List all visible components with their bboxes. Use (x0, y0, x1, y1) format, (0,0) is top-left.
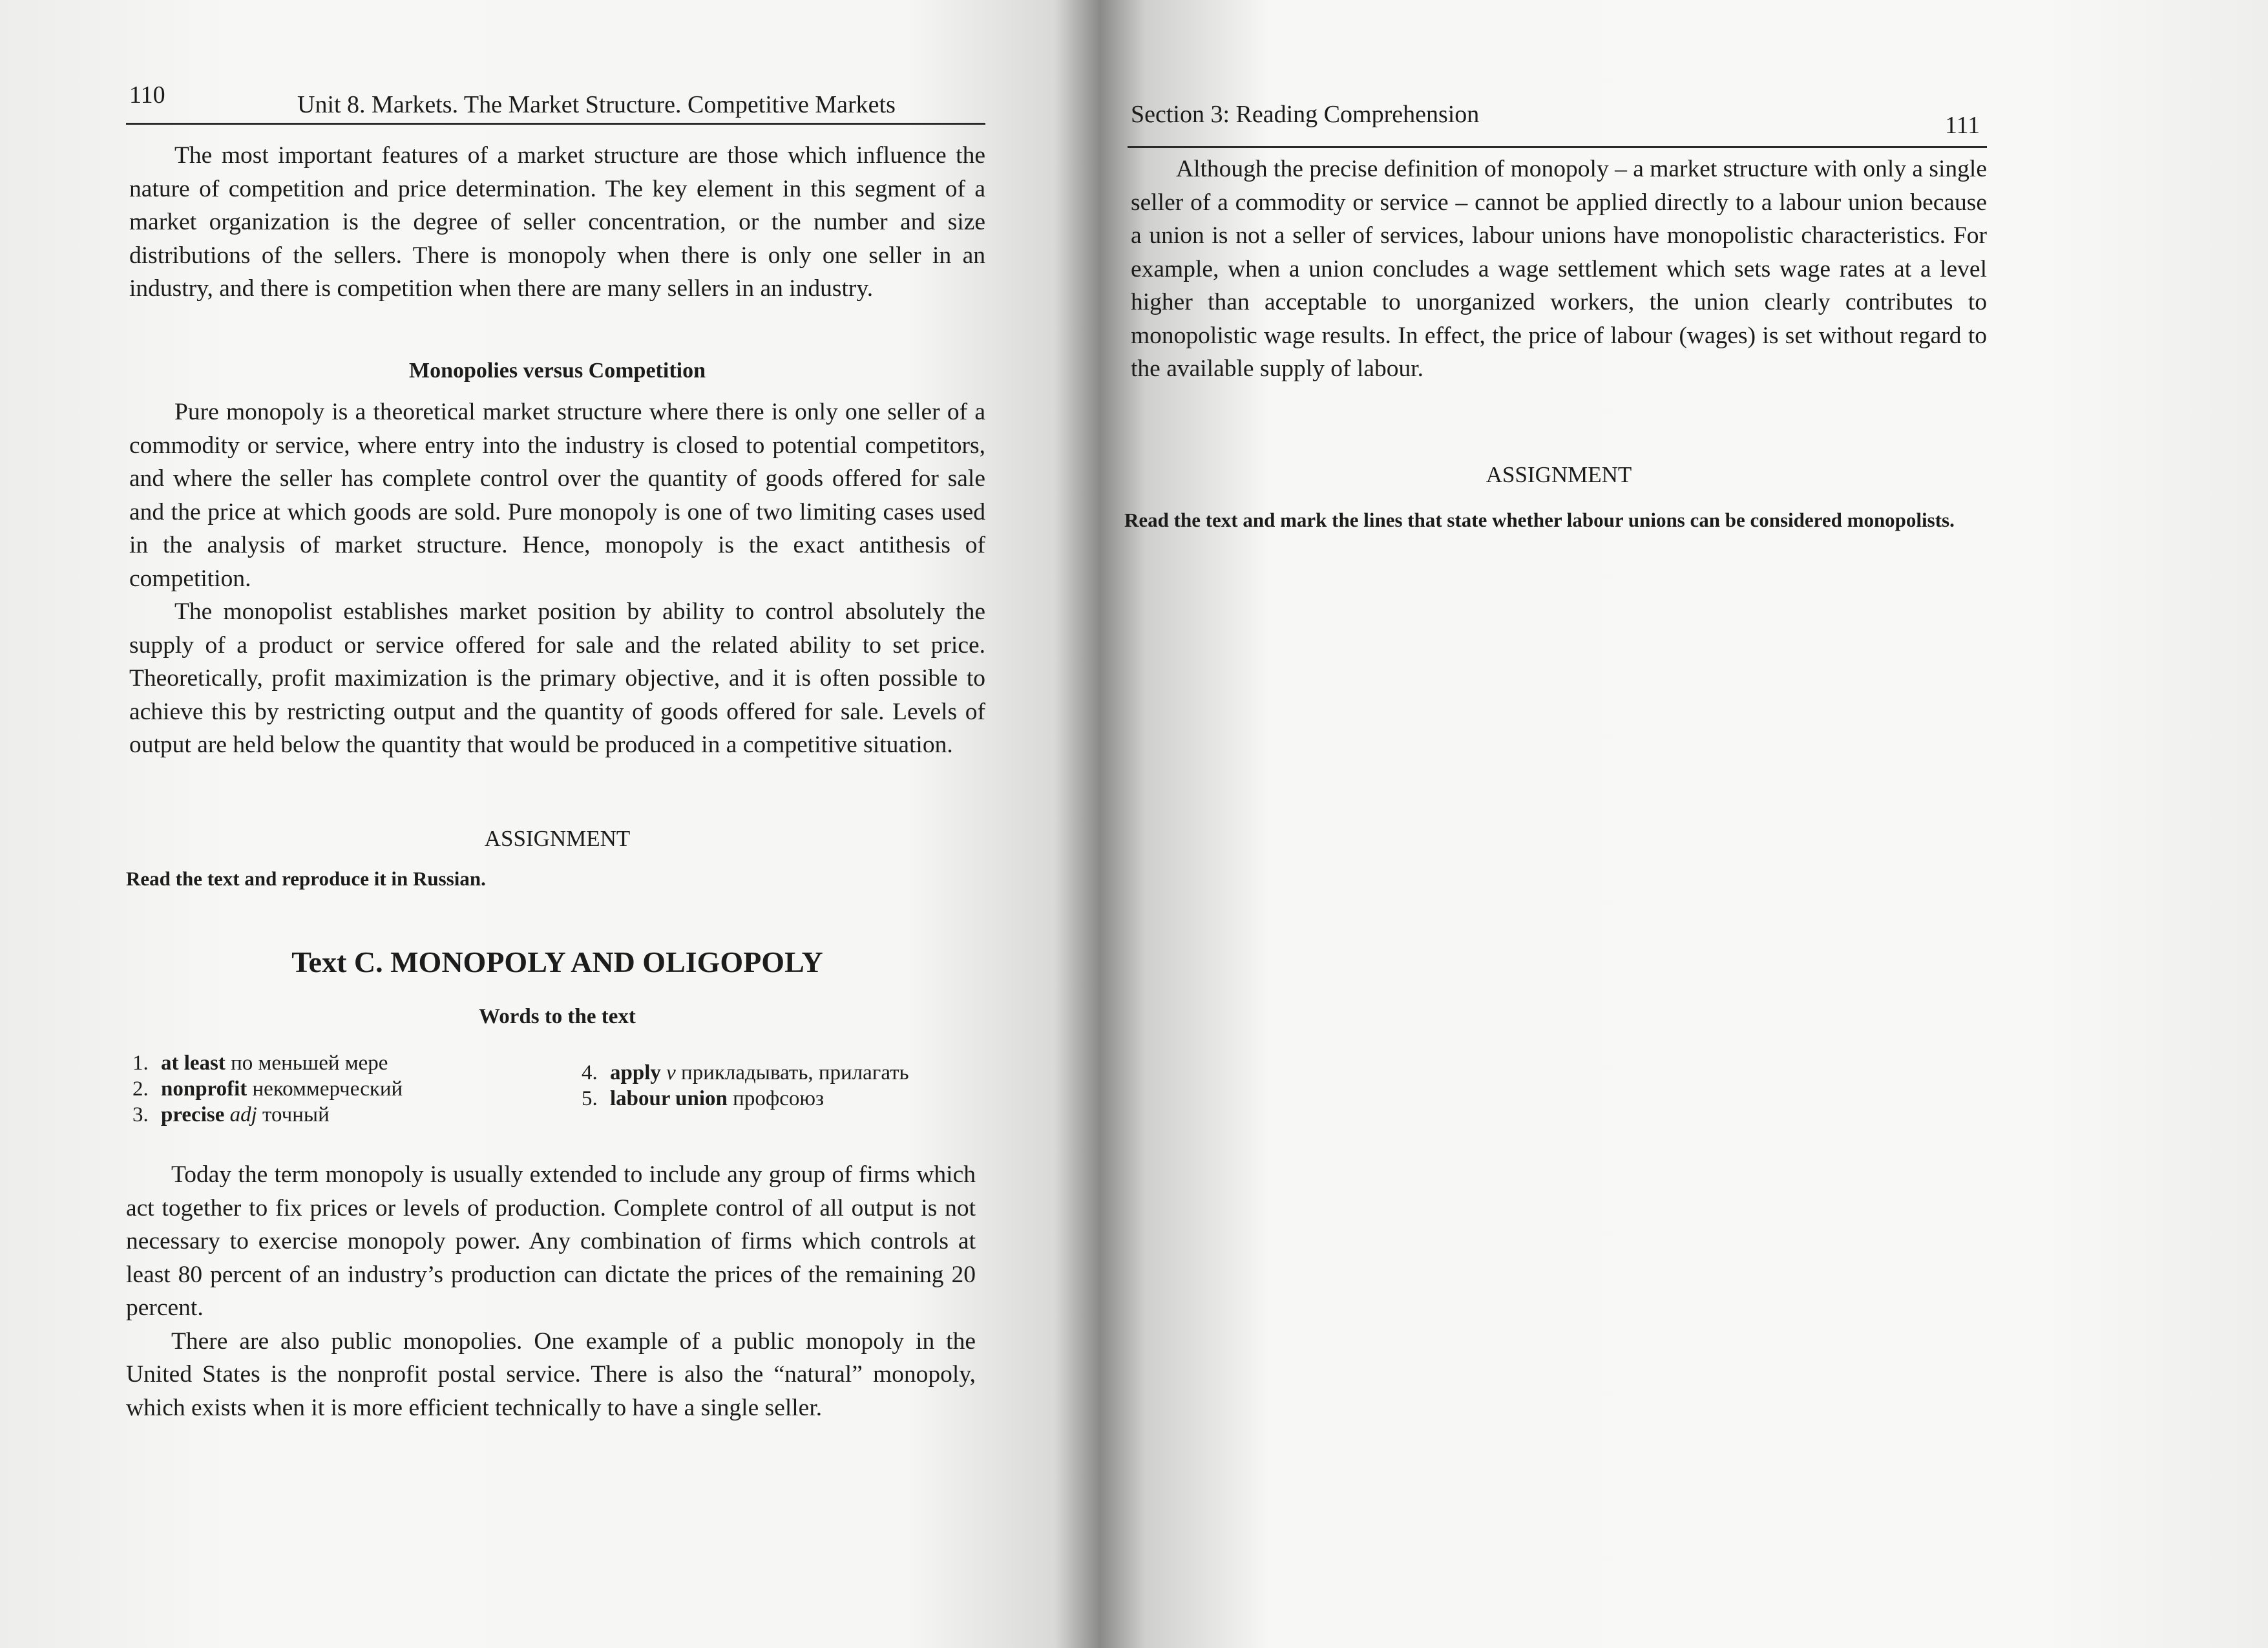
assignment-heading: ASSIGNMENT (1486, 462, 1632, 487)
right-page (1092, 0, 2126, 1648)
vocab-translation: по меньшей мере (231, 1051, 388, 1075)
assignment-heading: ASSIGNMENT (484, 826, 631, 851)
main-text-block (129, 396, 985, 762)
paragraph-term-monopoly: Today the term monopoly is usually extended to include any group of firms which act together to fix prices or levels of production. Complete control of all output is not necessary to exercise monopoly power. Any combination of firms which controls at least 80 percent of an industry’s production can dictate the prices of the remaining 20 percent. (126, 1161, 976, 1321)
vocab-num: 4. (582, 1061, 598, 1084)
vocab-num: 3. (132, 1103, 149, 1126)
left-page (0, 0, 1034, 1648)
paragraph-public-monopolies: There are also public monopolies. One example of a public monopoly in the United States is the nonprofit postal service. There is also the “natural” monopoly, which exists when it is more efficient technically to have a single seller. (126, 1327, 976, 1421)
vocab-translation: точный (262, 1103, 330, 1126)
header-rule (126, 123, 985, 125)
running-head: Section 3: Reading Comprehension (1131, 101, 1480, 128)
vocab-item (132, 1050, 585, 1076)
page-number: 110 (129, 81, 165, 109)
assignment-instruction: Read the text and mark the lines that state whether labour unions can be considered monopolists. (1124, 509, 1955, 531)
vocab-num: 1. (132, 1051, 149, 1075)
intro-paragraph: The most important features of a market structure are those which influence the nature of competition and price determination. The key element in this segment of a market organization is the degree of seller concentration, or the number and size distributions of the sellers. There is monopoly when there is only one seller in an industry, and there is competition when there are many sellers in an industry. (129, 142, 985, 302)
section-heading: Monopolies versus Competition (409, 359, 706, 383)
text-title: Text C. MONOPOLY AND OLIGOPOLY (291, 945, 823, 978)
vocab-num: 2. (132, 1077, 149, 1101)
vocab-list-right (582, 1060, 995, 1112)
words-heading: Words to the text (479, 1005, 636, 1028)
running-head: Unit 8. Markets. The Market Structure. Competitive Markets (297, 91, 896, 118)
vocab-term: labour union (610, 1087, 728, 1110)
vocab-item (132, 1076, 585, 1102)
vocab-list-left (132, 1050, 585, 1128)
vocab-translation: прикладывать, прилагать (681, 1061, 909, 1084)
vocab-pos: v (666, 1061, 676, 1084)
vocab-term: nonprofit (161, 1077, 247, 1101)
intro-text-block (129, 139, 985, 306)
vocab-item (582, 1060, 995, 1086)
text-c-block (126, 1158, 976, 1424)
vocab-term: apply (610, 1061, 661, 1084)
paragraph-monopolist: The monopolist establishes market position by ability to control absolutely the supply of a product or service offered for sale and the related ability to set price. Theoretically, profit maximization is the primary objective, and it is often possible to achieve this by restricting output and the quantity of goods offered for sale. Levels of output are held below the quantity that would be produced in a competitive situation. (129, 598, 985, 758)
paragraph-labour-unions: Although the precise definition of monopoly – a market structure with only a single seller of a commodity or service – cannot be applied directly to a labour union because a union is not a seller of services, labour unions have monopolistic characteristics. For example, when a union concludes a wage settlement which sets wage rates at a level higher than acceptable to unorganized workers, the union clearly contributes to monopolistic wage results. In effect, the price of labour (wages) is set without regard to the available supply of labour. (1131, 156, 1987, 382)
assignment-instruction: Read the text and reproduce it in Russian. (126, 867, 486, 890)
header-rule (1128, 146, 1987, 148)
vocab-pos: adj (229, 1103, 257, 1126)
vocab-item (132, 1102, 585, 1128)
paragraph-pure-monopoly: Pure monopoly is a theoretical market structure where there is only one seller of a commodity or service, where entry into the industry is closed to potential competitors, and where the seller has complete control over the quantity of goods offered for sale and the price at which goods are sold. Pure monopoly is one of two limiting cases used in the analysis of market structure. Hence, monopoly is the exact antithesis of competition. (129, 399, 985, 592)
vocab-term: at least (161, 1051, 226, 1075)
vocab-translation: профсоюз (733, 1087, 824, 1110)
right-text-block (1131, 153, 1987, 386)
vocab-item (582, 1086, 995, 1112)
vocab-translation: некоммерческий (252, 1077, 403, 1101)
vocab-num: 5. (582, 1087, 598, 1110)
vocab-term: precise (161, 1103, 225, 1126)
page-number: 111 (1945, 112, 1980, 139)
